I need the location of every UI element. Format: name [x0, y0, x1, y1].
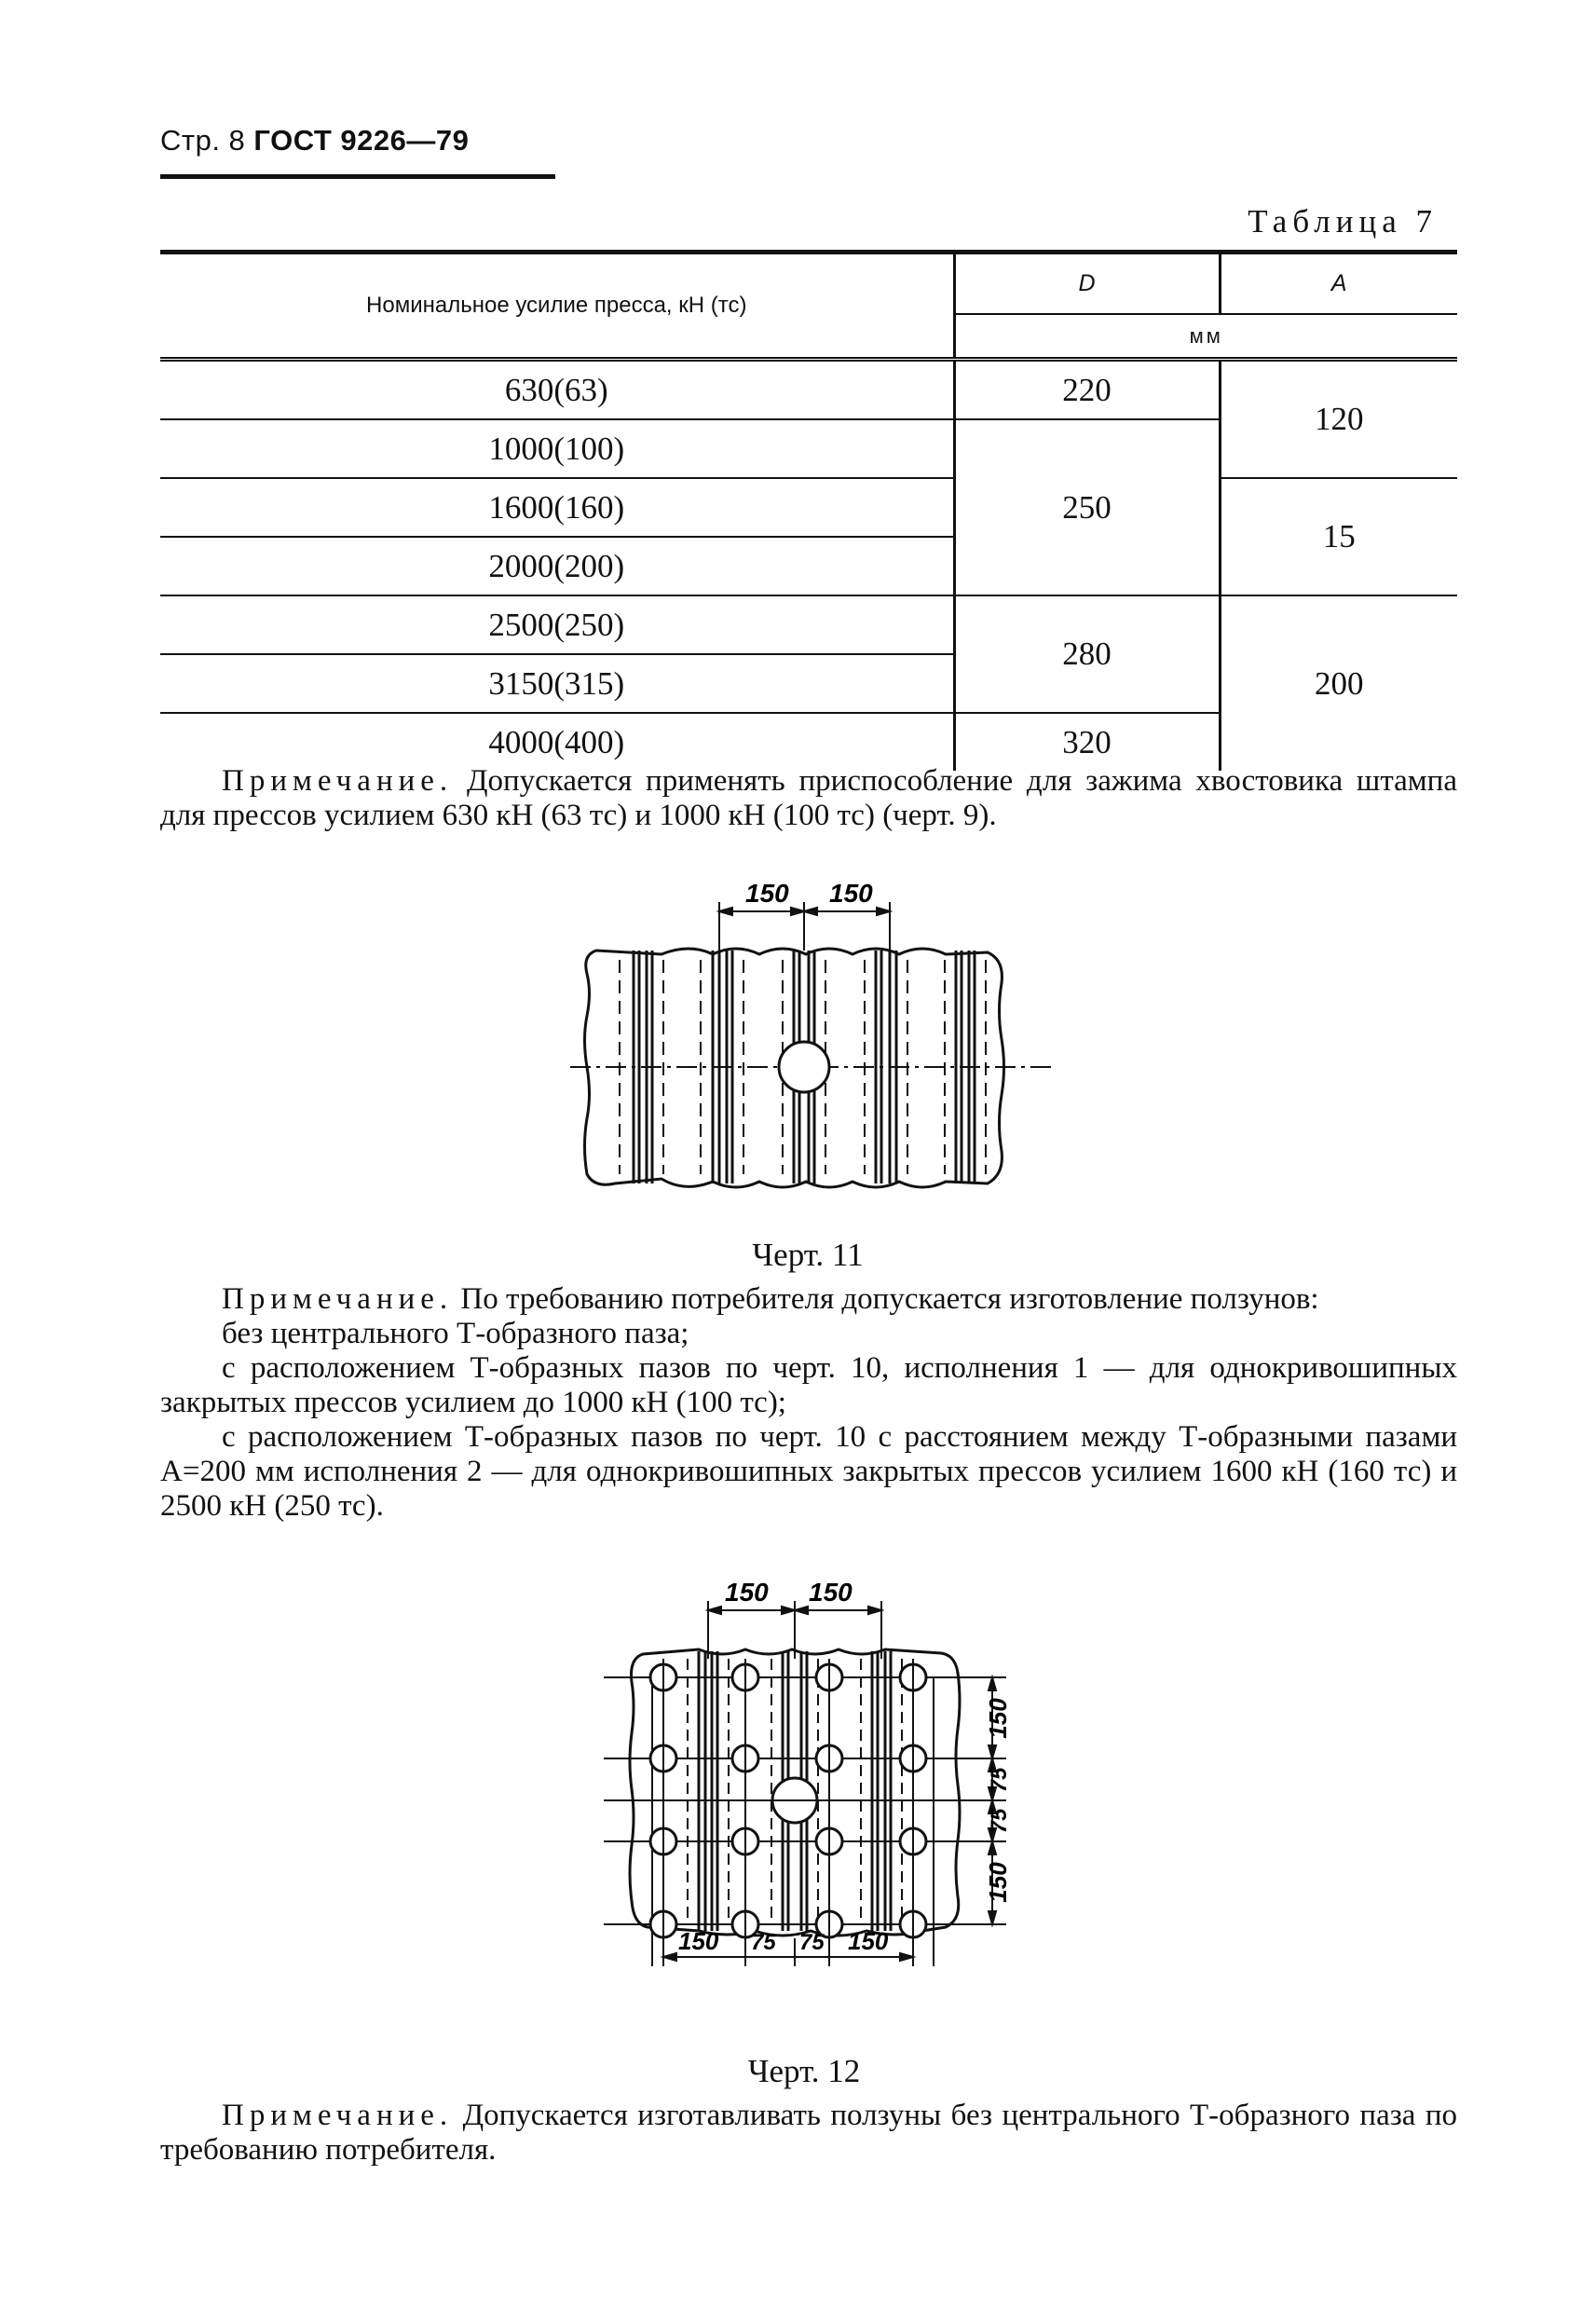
fig12-right-dim: 150	[984, 1698, 1012, 1739]
note-lead: Примечание.	[222, 764, 454, 798]
page-header	[160, 124, 469, 157]
note-text: Допускается изготавливать ползуны без центрального Т-образного паза по требованию потребителя.	[160, 2099, 1457, 2167]
column-header-unit: мм	[954, 314, 1457, 359]
fig11-dim-right: 150	[829, 879, 873, 908]
fig12-top-dim: 150	[809, 1578, 853, 1607]
figure-11-drawing	[559, 867, 1062, 1230]
note-figure-12	[160, 2099, 1457, 2168]
note-text: Допускается применять приспособление для зажима хвостовика штампа для прессов усилием 630 кН (63 тс) и 1000 кН (100 тс) (черт. 9).	[160, 764, 1457, 832]
figure-11-caption: Черт. 11	[752, 1237, 864, 1273]
note-figure-11	[160, 1282, 1457, 1524]
table-cell-d: 220	[954, 360, 1220, 420]
table-cell-d: 280	[954, 595, 1220, 713]
header-rule	[160, 174, 555, 179]
table-cell-force: 2000(200)	[160, 537, 954, 595]
fig12-top-dim: 150	[725, 1578, 769, 1607]
table-cell-force: 1000(100)	[160, 419, 954, 478]
figure-12-drawing	[596, 1566, 1034, 2032]
table-cell-a: 120	[1220, 360, 1457, 479]
table-cell-force: 2500(250)	[160, 595, 954, 654]
table-cell-d: 250	[954, 419, 1220, 595]
table-cell-force: 3150(315)	[160, 654, 954, 713]
table-caption: Таблица 7	[1248, 203, 1438, 239]
note-lead: Примечание.	[222, 1282, 454, 1316]
column-header-d: D	[954, 253, 1220, 315]
fig12-bottom-dim: 75	[799, 1930, 825, 1955]
table-cell-force: 4000(400)	[488, 723, 625, 760]
table-cell-a: 15	[1220, 478, 1457, 595]
standard-number: ГОСТ 9226—79	[253, 124, 470, 157]
note-item: без центрального Т-образного паза;	[222, 1317, 689, 1350]
table-7	[160, 250, 1457, 771]
fig12-bottom-dim: 150	[848, 1927, 889, 1955]
note-item: с расположением Т-образных пазов по черт. 10, исполнения 1 — для однокривошипных закрытых прессов усилием до 1000 кН (100 тс);	[160, 1351, 1457, 1419]
fig12-right-dim: 75	[987, 1767, 1012, 1793]
fig12-right-dim: 75	[987, 1808, 1012, 1834]
table-cell-d: 320	[954, 713, 1220, 771]
page-number: Стр. 8	[160, 124, 246, 157]
column-header-a: A	[1220, 253, 1457, 315]
fig11-dim-left: 150	[745, 879, 789, 908]
note-text: По требованию потребителя допускается изготовление ползунов:	[453, 1282, 1319, 1316]
note-item: с расположением Т-образных пазов по черт. 10 с расстоянием между Т-образными пазами А=200 мм исполнения 2 — для однокривошипных закрытых прессов усилием 1600 кН (160 тс) и 2500 кН (250 тс).	[160, 1420, 1457, 1523]
fig12-right-dim: 150	[984, 1862, 1012, 1903]
column-header-force: Номинальное усилие пресса, кН (тс)	[160, 253, 954, 360]
table-cell-force: 630(63)	[160, 360, 954, 420]
note-table-7	[160, 764, 1457, 833]
note-lead: Примечание.	[222, 2099, 454, 2132]
table-cell-force: 1600(160)	[160, 478, 954, 537]
table-cell-a: 200	[1315, 664, 1364, 702]
figure-12-caption: Черт. 12	[747, 2053, 861, 2089]
fig12-bottom-dim: 75	[751, 1930, 776, 1955]
fig12-bottom-dim: 150	[678, 1927, 719, 1955]
